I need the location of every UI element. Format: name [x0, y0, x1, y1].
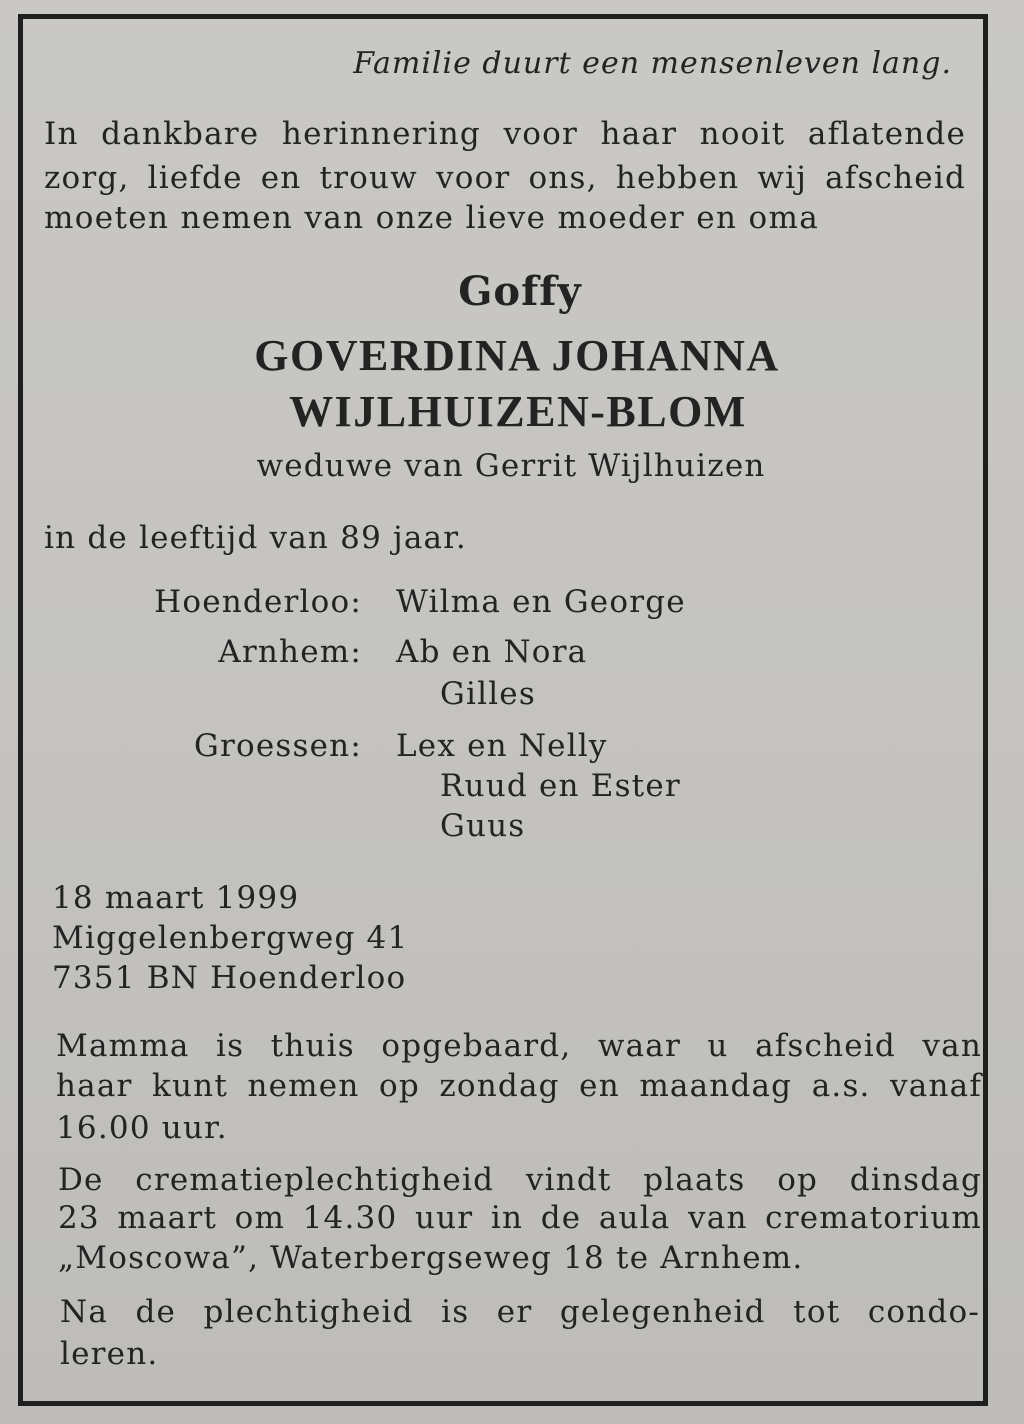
viewing-line-2: haar kunt nemen op zondag en maandag a.s. vanaf — [56, 1068, 982, 1104]
family-names-arnhem-2: Gilles — [440, 676, 536, 712]
family-names-hoenderloo-1: Wilma en George — [396, 584, 686, 620]
viewing-line-1: Mamma is thuis opgebaard, waar u afscheid van — [56, 1028, 982, 1064]
widow-of: weduwe van Gerrit Wijlhuizen — [256, 448, 766, 484]
family-names-groessen-3: Guus — [440, 808, 526, 844]
family-place-arnhem: Arnhem: — [218, 634, 362, 670]
ceremony-line-1: De crematieplechtigheid vindt plaats op dinsdag — [58, 1162, 982, 1198]
family-names-arnhem-1: Ab en Nora — [396, 634, 588, 670]
family-names-groessen-2: Ruud en Ester — [440, 768, 681, 804]
condolence-line-2: leren. — [60, 1336, 159, 1372]
age-line: in de leeftijd van 89 jaar. — [44, 520, 467, 556]
ceremony-line-3: „Moscowa”, Waterbergseweg 18 te Arnhem. — [58, 1240, 804, 1276]
family-place-hoenderloo: Hoenderloo: — [154, 584, 362, 620]
postal-address: 7351 BN Hoenderloo — [52, 960, 407, 996]
condolence-line-1: Na de plechtigheid is er gelegenheid tot condo- — [60, 1294, 980, 1330]
street-address: Miggelenbergweg 41 — [52, 920, 409, 956]
family-place-groessen: Groessen: — [194, 728, 362, 764]
full-name-line-2: WIJLHUIZEN-BLOM — [289, 387, 747, 436]
intro-line-3: moeten nemen van onze lieve moeder en oma — [44, 200, 820, 236]
motto: Familie duurt een mensenleven lang. — [353, 46, 952, 81]
nickname: Goffy — [458, 268, 582, 315]
intro-line-1: In dankbare herinnering voor haar nooit aflatende — [44, 116, 966, 152]
viewing-line-3: 16.00 uur. — [56, 1110, 228, 1146]
ceremony-line-2: 23 maart om 14.30 uur in de aula van crematorium — [58, 1200, 982, 1236]
date: 18 maart 1999 — [52, 880, 300, 916]
intro-line-2: zorg, liefde en trouw voor ons, hebben wij afscheid — [44, 160, 966, 196]
full-name-line-1: GOVERDINA JOHANNA — [254, 331, 780, 380]
family-names-groessen-1: Lex en Nelly — [396, 728, 608, 764]
